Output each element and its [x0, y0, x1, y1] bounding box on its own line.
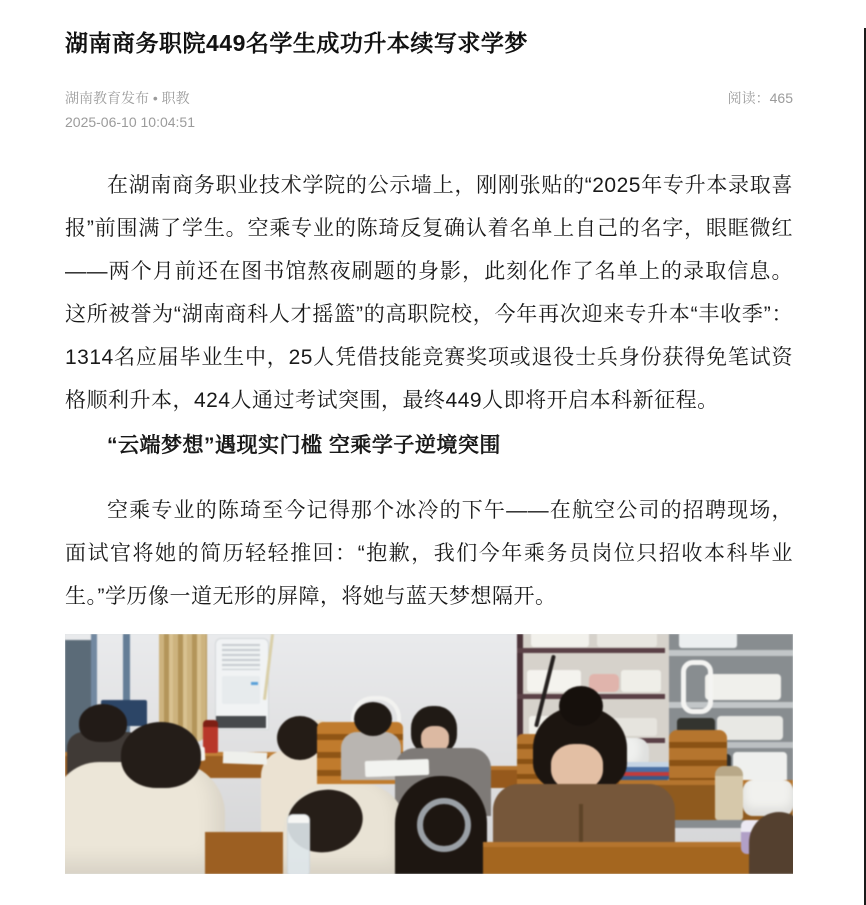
air-conditioner-base [216, 716, 266, 728]
shelf-item [679, 634, 737, 648]
water-bottle [287, 814, 310, 874]
article-body [65, 164, 793, 874]
hair-claw-clip [417, 798, 471, 852]
student-head [121, 722, 201, 788]
white-cloth [743, 780, 793, 816]
article-datetime: 2025-06-10 10:04:51 [65, 114, 195, 130]
papers [223, 751, 267, 765]
hanging-handle [681, 660, 713, 714]
article-title: 湖南商务职院449名学生成功升本续写求学梦 [65, 30, 528, 56]
air-conditioner-led [251, 682, 258, 685]
shelf-item [531, 634, 589, 647]
photo-scene [65, 634, 793, 874]
thermos-flask [715, 766, 743, 820]
read-count: 阅读：465 [727, 90, 793, 106]
student-head [79, 704, 127, 742]
shelf-board [669, 650, 793, 656]
article-source[interactable]: 湖南教育发布 • 职教 [65, 90, 190, 106]
red-bottle [203, 720, 218, 753]
article-meta [65, 86, 793, 134]
air-conditioner-grille [222, 644, 260, 670]
shelf-item [705, 674, 781, 700]
white-folder [365, 759, 430, 777]
student-head [354, 702, 392, 736]
paragraph-2: 空乘专业的陈琦至今记得那个冰冷的下午——在航空公司的招聘现场，面试官将她的简历轻轻推回：“抱歉，我们今年乘务员岗位只招收本科毕业生。”学历像一道无形的屏障，将她与蓝天梦想隔开。 [65, 499, 793, 608]
meta-left [65, 86, 195, 134]
hair-bun [559, 686, 603, 726]
article-photo[interactable] [65, 634, 793, 874]
shelf-item [621, 670, 661, 692]
section-subheading: “云端梦想”遇现实门槛 空乘学子逆境突围 [107, 434, 501, 457]
shelf-board [517, 648, 665, 653]
air-conditioner-panel [222, 676, 260, 704]
article-page [65, 28, 793, 874]
shelf-item [597, 634, 657, 647]
paragraph-1: 在湖南商务职业技术学院的公示墙上，刚刚张贴的“2025年专升本录取喜报”前围满了学生。空乘专业的陈琦反复确认着名单上自己的名字，眼眶微红——两个月前还在图书馆熬夜刷题的身影，此刻化作了名单上的录取信息。这所被誉为“湖南商科人才摇篮”的高职院校，今年再次迎来专升本“丰收季”：1314名应届毕业生中，25人凭借技能竞赛奖项或退役士兵身份获得免笔试资格顺利升本，424人通过考试突围，最终449人即将开启本科新征程。 [65, 174, 793, 412]
